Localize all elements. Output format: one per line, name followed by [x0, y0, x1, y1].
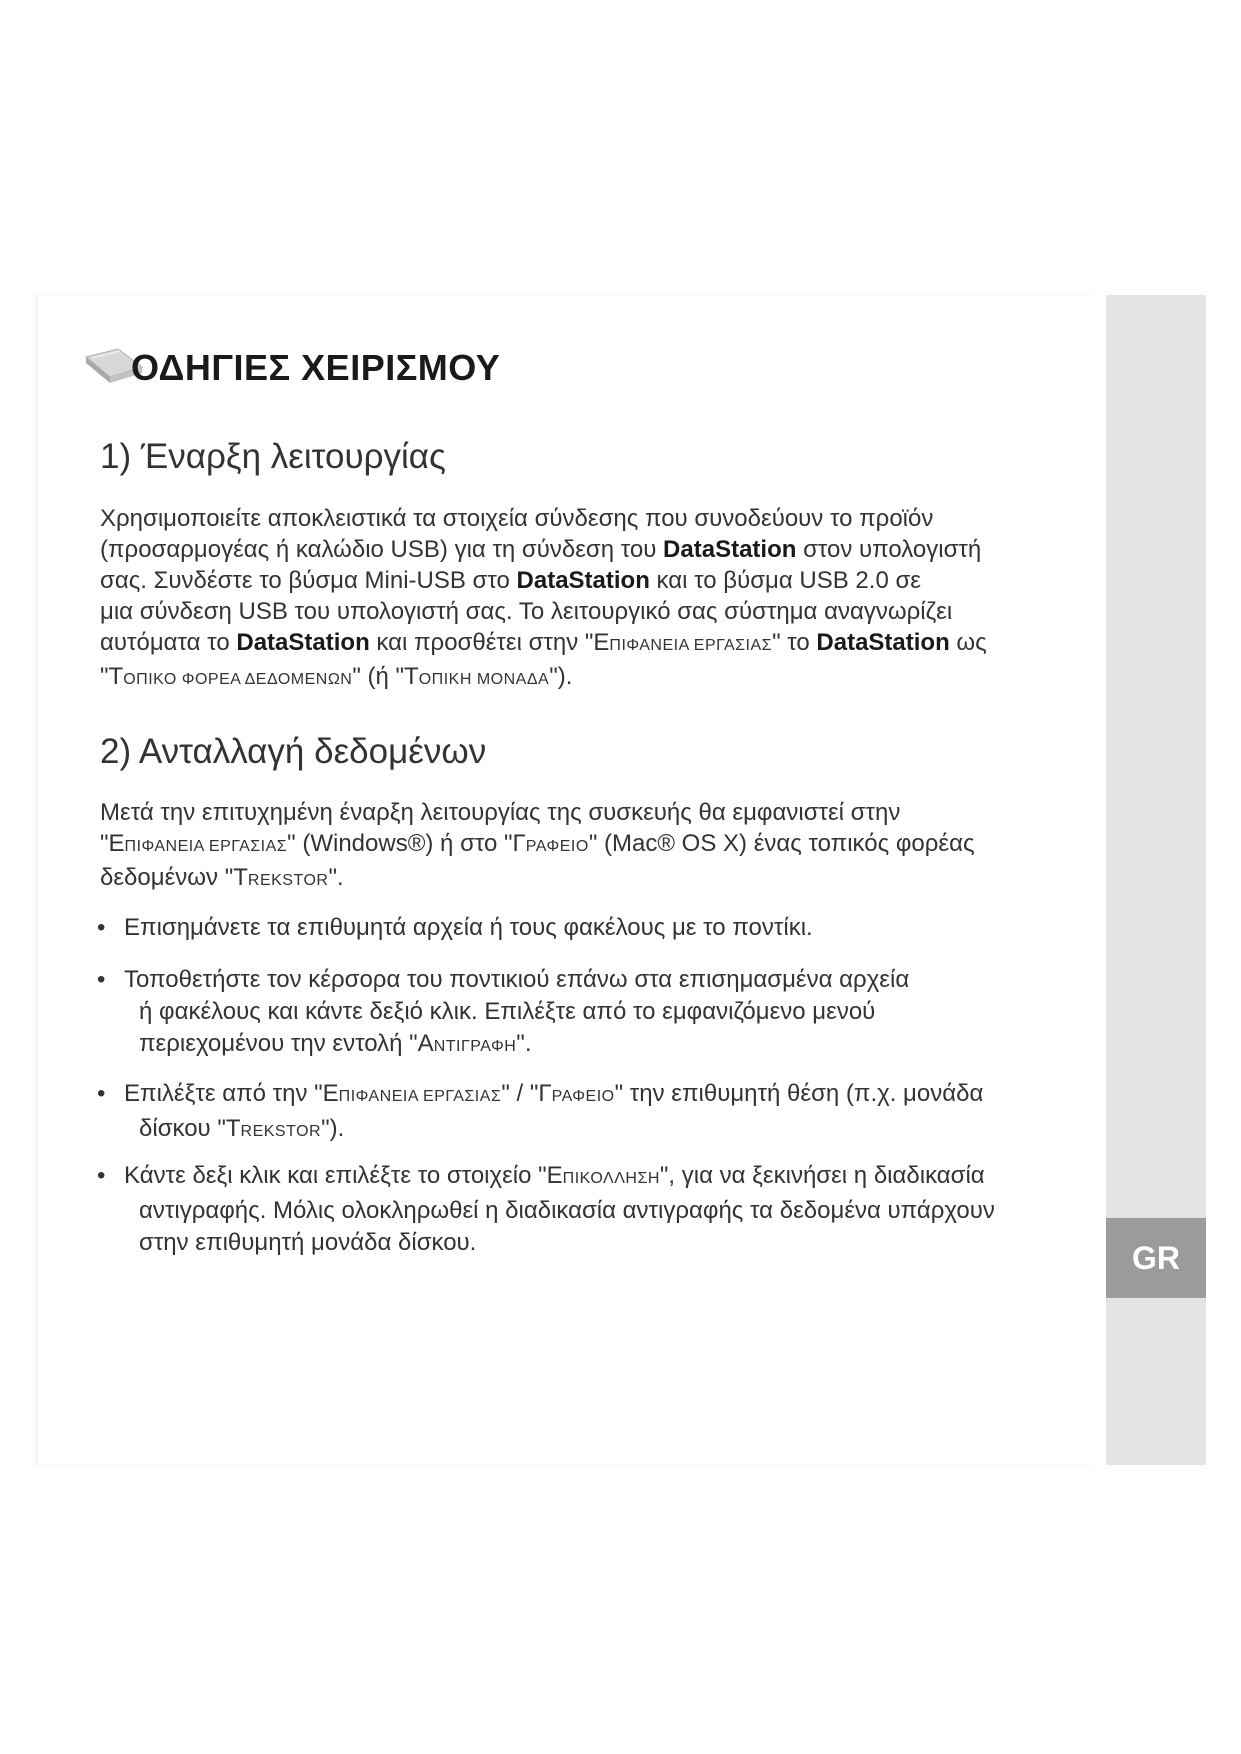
small-caps-term: ΠΙΦΑΝΕΙΑ ΕΡΓΑΣΙΑΣ	[609, 637, 773, 654]
text-line-part: " / "Γ	[501, 1080, 552, 1107]
text-line: Χρησιμοποιείτε αποκλειστικά τα στοιχεία σύνδεσης που συνοδεύουν το προϊόν	[100, 505, 934, 532]
text-line: σας. Συνδέστε το βύσμα Mini-USB στο	[100, 567, 517, 594]
text-line: ή φακέλους και κάντε δεξιό κλικ. Επιλέξτε από το εμφανιζόμενο μενού	[139, 998, 876, 1025]
text-line: αυτόματα το	[100, 629, 237, 656]
text-line: ".	[328, 864, 344, 891]
bullet-marker: •	[97, 966, 106, 993]
text-line: δεδομένων "T	[100, 864, 248, 891]
list-item-text	[124, 1160, 1114, 1259]
text-line	[124, 1080, 983, 1107]
text-line: στην επιθυμητή μονάδα δίσκου.	[139, 1229, 477, 1256]
text-line: " (ή "Τ	[352, 663, 419, 690]
brand-name: DataStation	[516, 567, 650, 594]
text-line-part: Επιλέξτε από την "Ε	[124, 1080, 339, 1107]
section-2-heading: 2) Ανταλλαγή δεδομένων	[100, 732, 487, 771]
small-caps-term: ΠΙΦΑΝΕΙΑ ΕΡΓΑΣΙΑΣ	[124, 838, 288, 855]
text-line: " (Mac® OS X) ένας τοπικός φορέας	[588, 830, 975, 857]
text-line-part: Κάντε δεξι κλικ και επιλέξτε το στοιχείο "Ε	[124, 1162, 563, 1189]
text-line-part: δίσκου "T	[139, 1115, 241, 1142]
text-line	[124, 1162, 985, 1189]
text-line: "Τ	[100, 663, 124, 690]
text-line: ως	[949, 629, 987, 656]
text-line: αντιγραφής. Μόλις ολοκληρωθεί η διαδικασία αντιγραφής τα δεδομένα υπάρχουν	[139, 1197, 995, 1224]
bullet-marker: •	[97, 914, 106, 941]
small-caps-term: ΠΙΦΑΝΕΙΑ ΕΡΓΑΣΙΑΣ	[338, 1088, 502, 1105]
small-caps-term: ΡΑΦΕΙΟ	[551, 1088, 615, 1105]
text-line	[124, 1113, 1114, 1148]
small-caps-term: ΝΤΙΓΡΑΦΗ	[433, 1038, 517, 1055]
brand-name: DataStation	[663, 536, 797, 563]
language-badge: GR	[1106, 1218, 1206, 1298]
text-line: Μετά την επιτυχημένη έναρξη λειτουργίας της συσκευής θα εμφανιστεί στην	[100, 799, 901, 826]
small-caps-term: REKSTOR	[240, 1123, 322, 1140]
bullet-marker: •	[97, 1080, 106, 1107]
list-item-text: Επισημάνετε τα επιθυμητά αρχεία ή τους φακέλους με το ποντίκι.	[124, 914, 813, 941]
section-1-heading: 1) Έναρξη λειτουργίας	[100, 437, 446, 476]
text-line: και το βύσμα USB 2.0 σε	[649, 567, 921, 594]
small-caps-term: REKSTOR	[247, 872, 329, 889]
text-line: και προσθέτει στην "Ε	[369, 629, 610, 656]
text-line-part: ", για να ξεκινήσει η διαδικασία	[659, 1162, 985, 1189]
text-line: στον υπολογιστή	[796, 536, 982, 563]
small-caps-term: ΟΠΙΚΟ ΦΟΡΕΑ ΔΕΔΟΜΕΝΩΝ	[123, 671, 353, 688]
page-title: ΟΔΗΓΙΕΣ ΧΕΙΡΙΣΜΟΥ	[131, 347, 501, 388]
text-line: " το	[772, 629, 817, 656]
text-line: "Ε	[100, 830, 125, 857]
text-line: ").	[549, 663, 573, 690]
section-2-paragraph	[100, 797, 1090, 896]
small-caps-term: ΠΙΚΟΛΛΗΣΗ	[562, 1170, 660, 1187]
brand-name: DataStation	[236, 629, 370, 656]
section-1-paragraph	[100, 503, 1090, 695]
text-line: (προσαρμογέας ή καλώδιο USB) για τη σύνδεση του	[100, 536, 664, 563]
brand-name: DataStation	[816, 629, 950, 656]
text-line-part: ").	[321, 1115, 345, 1142]
text-line: μια σύνδεση USB του υπολογιστή σας. Το λειτουργικό σας σύστημα αναγνωρίζει	[100, 598, 953, 625]
text-line-part: " την επιθυμητή θέση (π.χ. μονάδα	[614, 1080, 984, 1107]
bullet-marker: •	[97, 1162, 106, 1189]
text-line: " (Windows®) ή στο "Γ	[287, 830, 526, 857]
small-caps-term: ΟΠΙΚΗ ΜΟΝΑΔΑ	[418, 671, 550, 688]
list-item-text	[124, 1078, 1114, 1148]
list-item-text	[124, 964, 1114, 1063]
small-caps-term: ΡΑΦΕΙΟ	[525, 838, 589, 855]
text-line: Τοποθετήστε τον κέρσορα του ποντικιού επάνω στα επισημασμένα αρχεία	[124, 966, 910, 993]
text-line-part: ".	[516, 1030, 532, 1057]
text-line-part: περιεχομένου την εντολή "Α	[139, 1030, 434, 1057]
text-line	[124, 1028, 1114, 1063]
